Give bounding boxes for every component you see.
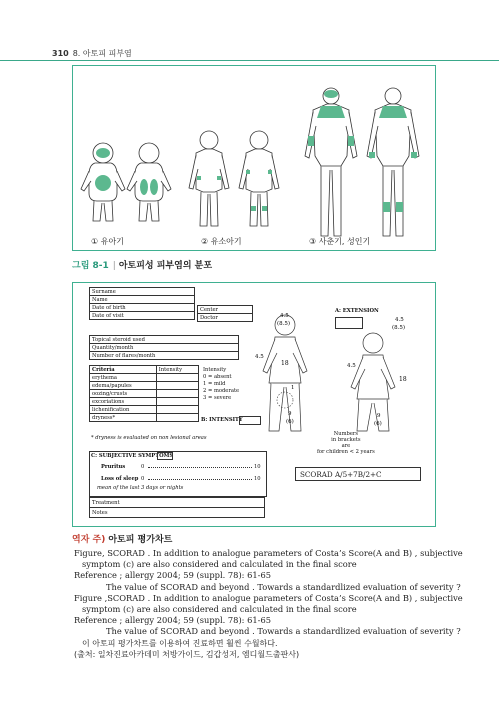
criterion: edema/papules bbox=[90, 382, 157, 390]
criterion: erythema bbox=[90, 374, 157, 382]
distribution-figure bbox=[72, 65, 436, 251]
header-rule bbox=[0, 60, 499, 61]
figure2-title: 아토피 평가차트 bbox=[108, 535, 173, 545]
field-center: Center bbox=[198, 306, 253, 314]
sleep-scale[interactable] bbox=[148, 479, 252, 480]
label-child: ② 유소아기 bbox=[201, 237, 242, 246]
intensity-scale-title: Intensity bbox=[203, 367, 227, 373]
head-front-child: (8.5) bbox=[277, 321, 291, 327]
body-line: The value of SCORAD and beyond . Towards a standardlized evaluation of severity ? bbox=[106, 626, 461, 637]
b-intensity-label: B: INTENSITY bbox=[201, 417, 243, 423]
running-header bbox=[52, 48, 132, 59]
numbers-note-line: for children < 2 years bbox=[317, 449, 375, 455]
body-map bbox=[255, 303, 431, 443]
a-extension-label: A: EXTENSION bbox=[335, 308, 379, 314]
pruritus-label: Pruritus bbox=[101, 464, 126, 470]
criterion: lichenification bbox=[90, 406, 157, 414]
intensity-scale-0: 0 = absent bbox=[203, 374, 232, 380]
leg-back-score: 9 bbox=[377, 413, 381, 419]
sleep-scale-start: 0 bbox=[141, 476, 145, 482]
scorad-form bbox=[72, 282, 436, 527]
pruritus-scale[interactable] bbox=[148, 467, 252, 468]
head-front-score: 4.5 bbox=[280, 313, 289, 319]
criterion: oozing/crusts bbox=[90, 390, 157, 398]
sleep-label: Loss of sleep bbox=[101, 476, 139, 482]
mean-note: mean of the last 3 days or nights bbox=[97, 485, 184, 491]
notes-label: Notes bbox=[90, 508, 265, 518]
arm-back-score: 4.5 bbox=[347, 363, 356, 369]
page-number: 310 bbox=[52, 49, 69, 58]
criterion: dryness* bbox=[90, 414, 157, 422]
numbers-note-line: Numbers bbox=[333, 431, 359, 437]
body-line: Figure, SCORAD . In addition to analogue parameters of Costa’s Score(A and B) , subjective bbox=[74, 548, 463, 558]
intensity-header: Intensity bbox=[156, 366, 198, 374]
distribution-illustration bbox=[73, 66, 435, 250]
body-line: Figure ,SCORAD . In addition to analogue parameters of Costa’s Score(A and B) , subjective bbox=[74, 592, 463, 603]
topical-steroid: Topical steroid used bbox=[90, 336, 239, 344]
field-doctor: Doctor bbox=[198, 314, 253, 322]
trunk-front-score: 18 bbox=[281, 360, 289, 367]
dryness-note: * dryness is evaluated on non lesional areas bbox=[91, 435, 207, 441]
quantity-month: Quantity/month bbox=[90, 344, 239, 352]
chapter-title: 8. 아토피 피부염 bbox=[72, 49, 132, 58]
sleep-scale-end: 10 bbox=[254, 476, 261, 482]
treatment-label: Treatment bbox=[90, 498, 265, 508]
patient-info-table bbox=[89, 287, 195, 320]
scorad-formula: SCORAD A/5+7B/2+C bbox=[295, 467, 421, 481]
body-line: Reference ; allergy 2004; 59 (suppl. 78): 61-65 bbox=[74, 615, 272, 626]
arm-front-score: 4.5 bbox=[255, 354, 264, 360]
field-surname: Surname bbox=[90, 288, 195, 296]
pruritus-scale-start: 0 bbox=[141, 464, 145, 470]
trunk-back-score: 18 bbox=[399, 376, 407, 383]
label-infant: ① 유아기 bbox=[91, 237, 124, 246]
field-name: Name bbox=[90, 296, 195, 304]
leg-front-score: 9 bbox=[288, 411, 292, 417]
label-adult: ③ 사춘기, 성인기 bbox=[309, 237, 371, 246]
body-line: The value of SCORAD and beyond . Towards a standardlized evaluation of severity ? bbox=[106, 581, 461, 592]
pruritus-scale-end: 10 bbox=[254, 464, 261, 470]
flares-month: Number of flares/month bbox=[90, 352, 239, 360]
field-visit: Date of visit bbox=[90, 312, 195, 320]
intensity-scale-1: 1 = mild bbox=[203, 381, 226, 387]
figure2-caption bbox=[72, 532, 172, 545]
numbers-note-line: are bbox=[341, 443, 351, 449]
leg-back-child: (6) bbox=[374, 421, 382, 427]
head-back-score: 4.5 bbox=[395, 317, 404, 323]
body-line: (출처: 일차진료아카데미 처방가이드, 김갑성저, 엠디월드출판사) bbox=[74, 649, 300, 659]
caption-separator: | bbox=[112, 261, 116, 271]
genital-score: 1 bbox=[291, 385, 295, 391]
body-line: symptom (c) are also considered and calculated in the final score bbox=[82, 559, 357, 570]
c-subjective-box[interactable] bbox=[157, 452, 173, 460]
body-text bbox=[74, 548, 474, 660]
topical-table bbox=[89, 335, 239, 360]
criteria-table bbox=[89, 365, 199, 422]
criteria-header: Criteria bbox=[90, 366, 157, 374]
intensity-scale-2: 2 = moderate bbox=[203, 388, 240, 394]
intensity-scale-3: 3 = severe bbox=[203, 395, 232, 401]
body-line: 이 아토피 평가차트를 이용하여 진료하면 훨씬 수월하다. bbox=[82, 638, 278, 648]
figure1-number: 그림 8-1 bbox=[72, 261, 109, 271]
figure1-caption bbox=[72, 258, 212, 271]
numbers-note bbox=[317, 431, 375, 455]
leg-front-child: (6) bbox=[286, 419, 294, 425]
treatment-table bbox=[89, 497, 265, 518]
figure1-title: 아토피성 피부염의 분포 bbox=[118, 261, 213, 271]
body-line: Reference ; allergy 2004; 59 (suppl. 78): 61-65 bbox=[74, 570, 272, 581]
field-dob: Date of birth bbox=[90, 304, 195, 312]
center-doctor-table bbox=[197, 305, 253, 322]
head-back-child: (8.5) bbox=[392, 325, 406, 331]
numbers-note-line: in brackets bbox=[331, 437, 361, 443]
criterion: excoriations bbox=[90, 398, 157, 406]
body-line: symptom (c) are also considered and calculated in the final score bbox=[82, 604, 357, 615]
figure2-prefix: 역자 주) bbox=[72, 535, 106, 545]
c-subjective-label: C: SUBJECTIVE SYMPTOMS bbox=[91, 453, 174, 459]
